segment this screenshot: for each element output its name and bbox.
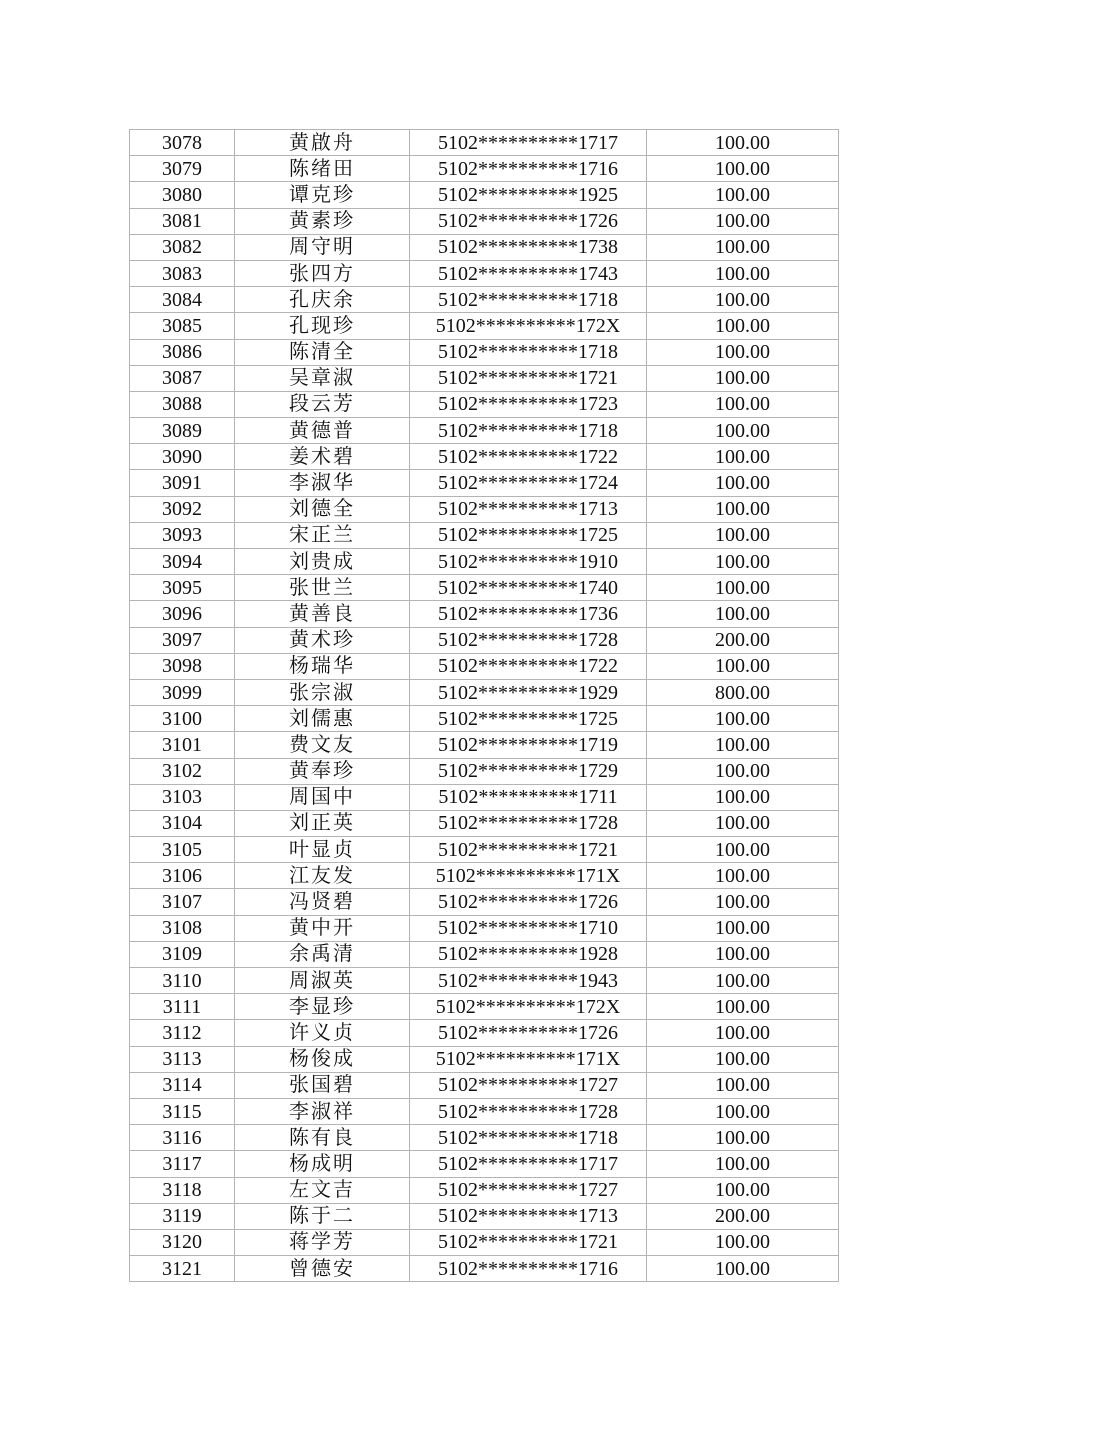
row-number-cell: 3099 [130,679,235,705]
table-row [130,391,839,417]
id-number-cell: 5102**********1943 [410,968,647,994]
name-cell: 李淑华 [235,470,410,496]
name-cell: 张国碧 [235,1072,410,1098]
name-cell: 许义贞 [235,1020,410,1046]
name-cell: 蒋学芳 [235,1229,410,1255]
row-number-cell: 3095 [130,575,235,601]
name-cell: 张世兰 [235,575,410,601]
id-number-cell: 5102**********1726 [410,1020,647,1046]
amount-cell: 200.00 [647,1203,839,1229]
id-number-cell: 5102**********1928 [410,941,647,967]
id-number-cell: 5102**********1725 [410,522,647,548]
row-number-cell: 3119 [130,1203,235,1229]
name-cell: 陈于二 [235,1203,410,1229]
row-number-cell: 3088 [130,391,235,417]
row-number-cell: 3100 [130,706,235,732]
amount-cell: 100.00 [647,287,839,313]
name-cell: 孔现珍 [235,313,410,339]
id-number-cell: 5102**********1711 [410,784,647,810]
name-cell: 黄德普 [235,418,410,444]
name-cell: 左文吉 [235,1177,410,1203]
amount-cell: 100.00 [647,758,839,784]
table-row [130,1203,839,1229]
name-cell: 黄奉珍 [235,758,410,784]
amount-cell: 100.00 [647,522,839,548]
row-number-cell: 3091 [130,470,235,496]
table-row [130,470,839,496]
table-row [130,522,839,548]
amount-cell: 100.00 [647,784,839,810]
row-number-cell: 3081 [130,208,235,234]
name-cell: 姜术碧 [235,444,410,470]
amount-cell: 800.00 [647,679,839,705]
id-number-cell: 5102**********1728 [410,1098,647,1124]
table-row [130,234,839,260]
id-number-cell: 5102**********172X [410,994,647,1020]
id-number-cell: 5102**********1717 [410,130,647,156]
table-row [130,208,839,234]
amount-cell: 100.00 [647,182,839,208]
amount-cell: 100.00 [647,365,839,391]
name-cell: 谭克珍 [235,182,410,208]
id-number-cell: 5102**********1736 [410,601,647,627]
row-number-cell: 3092 [130,496,235,522]
row-number-cell: 3097 [130,627,235,653]
id-number-cell: 5102**********1719 [410,732,647,758]
row-number-cell: 3112 [130,1020,235,1046]
row-number-cell: 3078 [130,130,235,156]
name-cell: 黄素珍 [235,208,410,234]
amount-cell: 100.00 [647,391,839,417]
amount-cell: 100.00 [647,208,839,234]
amount-cell: 100.00 [647,260,839,286]
row-number-cell: 3089 [130,418,235,444]
name-cell: 冯贤碧 [235,889,410,915]
row-number-cell: 3090 [130,444,235,470]
table-row [130,810,839,836]
table-row [130,706,839,732]
name-cell: 张四方 [235,260,410,286]
row-number-cell: 3085 [130,313,235,339]
name-cell: 周淑英 [235,968,410,994]
amount-cell: 100.00 [647,1046,839,1072]
amount-cell: 100.00 [647,130,839,156]
name-cell: 叶显贞 [235,837,410,863]
table-row [130,758,839,784]
name-cell: 李显珍 [235,994,410,1020]
id-number-cell: 5102**********1724 [410,470,647,496]
name-cell: 周守明 [235,234,410,260]
table-row [130,260,839,286]
id-number-cell: 5102**********1722 [410,444,647,470]
amount-cell: 100.00 [647,601,839,627]
table-row [130,863,839,889]
id-number-cell: 5102**********1718 [410,418,647,444]
amount-cell: 100.00 [647,1177,839,1203]
amount-cell: 100.00 [647,653,839,679]
table-row [130,889,839,915]
amount-cell: 100.00 [647,1256,839,1282]
id-number-cell: 5102**********1718 [410,1125,647,1151]
id-number-cell: 5102**********1738 [410,234,647,260]
amount-cell: 100.00 [647,339,839,365]
table-row [130,365,839,391]
id-number-cell: 5102**********1716 [410,1256,647,1282]
table-row [130,1177,839,1203]
row-number-cell: 3111 [130,994,235,1020]
name-cell: 陈有良 [235,1125,410,1151]
id-number-cell: 5102**********1929 [410,679,647,705]
id-number-cell: 5102**********1925 [410,182,647,208]
table-row [130,941,839,967]
table-row [130,1125,839,1151]
id-number-cell: 5102**********1728 [410,810,647,836]
roster-table [129,129,839,1282]
amount-cell: 100.00 [647,1072,839,1098]
name-cell: 宋正兰 [235,522,410,548]
table-row [130,601,839,627]
name-cell: 黄术珍 [235,627,410,653]
id-number-cell: 5102**********172X [410,313,647,339]
amount-cell: 100.00 [647,941,839,967]
name-cell: 余禹清 [235,941,410,967]
row-number-cell: 3093 [130,522,235,548]
id-number-cell: 5102**********1727 [410,1072,647,1098]
id-number-cell: 5102**********1910 [410,549,647,575]
name-cell: 陈清全 [235,339,410,365]
id-number-cell: 5102**********1728 [410,627,647,653]
row-number-cell: 3109 [130,941,235,967]
table-row [130,575,839,601]
name-cell: 刘贵成 [235,549,410,575]
table-row [130,837,839,863]
amount-cell: 100.00 [647,1125,839,1151]
id-number-cell: 5102**********1716 [410,156,647,182]
name-cell: 黄啟舟 [235,130,410,156]
row-number-cell: 3121 [130,1256,235,1282]
amount-cell: 100.00 [647,994,839,1020]
amount-cell: 100.00 [647,549,839,575]
row-number-cell: 3107 [130,889,235,915]
id-number-cell: 5102**********1721 [410,837,647,863]
amount-cell: 100.00 [647,968,839,994]
row-number-cell: 3120 [130,1229,235,1255]
amount-cell: 100.00 [647,575,839,601]
row-number-cell: 3094 [130,549,235,575]
row-number-cell: 3087 [130,365,235,391]
table-row [130,732,839,758]
row-number-cell: 3102 [130,758,235,784]
row-number-cell: 3080 [130,182,235,208]
row-number-cell: 3083 [130,260,235,286]
row-number-cell: 3116 [130,1125,235,1151]
amount-cell: 100.00 [647,313,839,339]
table-row [130,1151,839,1177]
id-number-cell: 5102**********1710 [410,915,647,941]
id-number-cell: 5102**********1721 [410,1229,647,1255]
id-number-cell: 5102**********1740 [410,575,647,601]
amount-cell: 100.00 [647,810,839,836]
id-number-cell: 5102**********171X [410,863,647,889]
row-number-cell: 3106 [130,863,235,889]
name-cell: 曾德安 [235,1256,410,1282]
table-row [130,679,839,705]
row-number-cell: 3108 [130,915,235,941]
id-number-cell: 5102**********1727 [410,1177,647,1203]
name-cell: 刘正英 [235,810,410,836]
id-number-cell: 5102**********1729 [410,758,647,784]
table-row [130,1098,839,1124]
row-number-cell: 3103 [130,784,235,810]
name-cell: 李淑祥 [235,1098,410,1124]
amount-cell: 100.00 [647,863,839,889]
table-row [130,627,839,653]
name-cell: 孔庆余 [235,287,410,313]
table-row [130,156,839,182]
name-cell: 江友发 [235,863,410,889]
table-row [130,784,839,810]
amount-cell: 100.00 [647,915,839,941]
id-number-cell: 5102**********1721 [410,365,647,391]
name-cell: 刘儒惠 [235,706,410,732]
id-number-cell: 5102**********1722 [410,653,647,679]
row-number-cell: 3086 [130,339,235,365]
row-number-cell: 3114 [130,1072,235,1098]
name-cell: 陈绪田 [235,156,410,182]
table-row [130,1072,839,1098]
amount-cell: 100.00 [647,1020,839,1046]
name-cell: 吴章淑 [235,365,410,391]
row-number-cell: 3101 [130,732,235,758]
name-cell: 黄善良 [235,601,410,627]
table-row [130,1020,839,1046]
amount-cell: 100.00 [647,444,839,470]
table-row [130,418,839,444]
table-row [130,1256,839,1282]
row-number-cell: 3115 [130,1098,235,1124]
id-number-cell: 5102**********1726 [410,208,647,234]
table-row [130,496,839,522]
table-row [130,915,839,941]
row-number-cell: 3084 [130,287,235,313]
table-row [130,130,839,156]
row-number-cell: 3096 [130,601,235,627]
amount-cell: 100.00 [647,418,839,444]
table-row [130,1046,839,1072]
row-number-cell: 3105 [130,837,235,863]
table-row [130,1229,839,1255]
id-number-cell: 5102**********1725 [410,706,647,732]
amount-cell: 100.00 [647,496,839,522]
row-number-cell: 3113 [130,1046,235,1072]
table-row [130,444,839,470]
table-row [130,313,839,339]
table-row [130,549,839,575]
table-row [130,339,839,365]
table-row [130,287,839,313]
row-number-cell: 3117 [130,1151,235,1177]
name-cell: 黄中开 [235,915,410,941]
id-number-cell: 5102**********1743 [410,260,647,286]
row-number-cell: 3082 [130,234,235,260]
id-number-cell: 5102**********1723 [410,391,647,417]
amount-cell: 100.00 [647,234,839,260]
name-cell: 张宗淑 [235,679,410,705]
id-number-cell: 5102**********1713 [410,496,647,522]
table-row [130,994,839,1020]
row-number-cell: 3079 [130,156,235,182]
amount-cell: 100.00 [647,1151,839,1177]
amount-cell: 100.00 [647,706,839,732]
id-number-cell: 5102**********1726 [410,889,647,915]
row-number-cell: 3104 [130,810,235,836]
amount-cell: 100.00 [647,837,839,863]
name-cell: 杨成明 [235,1151,410,1177]
roster-table-body [130,130,839,1282]
name-cell: 段云芳 [235,391,410,417]
id-number-cell: 5102**********1718 [410,287,647,313]
id-number-cell: 5102**********1718 [410,339,647,365]
amount-cell: 100.00 [647,470,839,496]
amount-cell: 100.00 [647,889,839,915]
amount-cell: 200.00 [647,627,839,653]
amount-cell: 100.00 [647,732,839,758]
amount-cell: 100.00 [647,1229,839,1255]
table-row [130,968,839,994]
name-cell: 杨俊成 [235,1046,410,1072]
row-number-cell: 3118 [130,1177,235,1203]
row-number-cell: 3098 [130,653,235,679]
name-cell: 周国中 [235,784,410,810]
name-cell: 刘德全 [235,496,410,522]
name-cell: 费文友 [235,732,410,758]
id-number-cell: 5102**********171X [410,1046,647,1072]
id-number-cell: 5102**********1717 [410,1151,647,1177]
name-cell: 杨瑞华 [235,653,410,679]
amount-cell: 100.00 [647,1098,839,1124]
id-number-cell: 5102**********1713 [410,1203,647,1229]
table-row [130,182,839,208]
row-number-cell: 3110 [130,968,235,994]
table-row [130,653,839,679]
amount-cell: 100.00 [647,156,839,182]
